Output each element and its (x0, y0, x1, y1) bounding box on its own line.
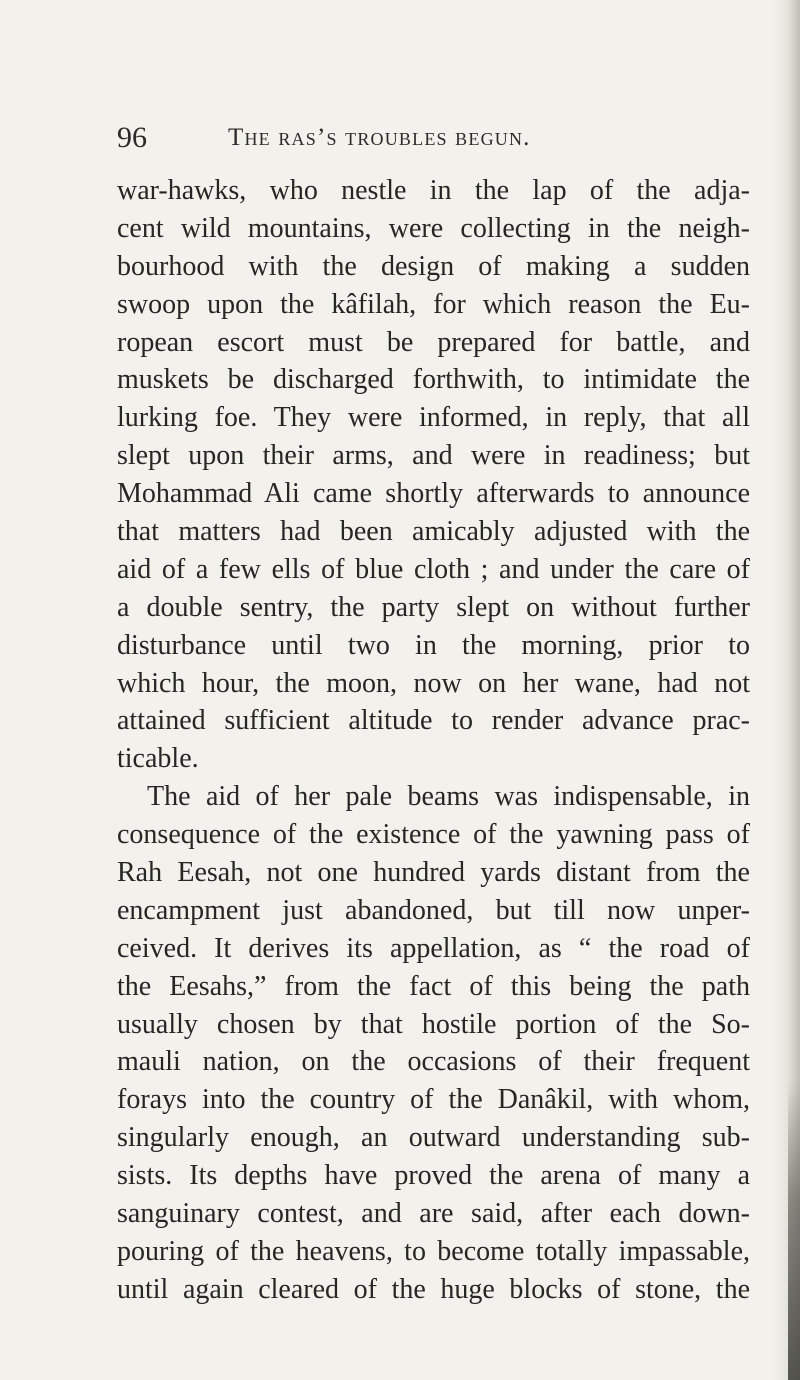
text-line: Rah Eesah, not one hundred yards distant from the (117, 857, 750, 889)
text-line: which hour, the moon, now on her wane, had not (117, 667, 750, 699)
running-head: the ras’s troubles begun. (228, 124, 531, 151)
text-line: usually chosen by that hostile portion of the So- (117, 1008, 750, 1040)
text-line: slept upon their arms, and were in readiness; but (117, 440, 750, 472)
text-line: disturbance until two in the morning, prior to (117, 629, 750, 661)
text-line: lurking foe. They were informed, in reply, that all (117, 402, 750, 434)
text-line: the Eesahs,” from the fact of this being the path (117, 970, 750, 1002)
text-line: consequence of the existence of the yawning pass of (117, 819, 750, 851)
text-line: that matters had been amicably adjusted with the (117, 516, 750, 548)
text-line: cent wild mountains, were collecting in the neigh- (117, 212, 750, 244)
text-line: ceived. It derives its appellation, as “ the road of (117, 932, 750, 964)
text-line: swoop upon the kâfilah, for which reason the Eu- (117, 288, 750, 320)
text-line: sists. Its depths have proved the arena of many a (117, 1160, 750, 1192)
text-line: ticable. (117, 743, 199, 775)
text-line: muskets be discharged forthwith, to intimidate the (117, 364, 750, 396)
text-line: ropean escort must be prepared for battle, and (117, 326, 750, 358)
text-line: The aid of her pale beams was indispensable, in (147, 781, 750, 813)
text-line: a double sentry, the party slept on without further (117, 591, 750, 623)
text-line: aid of a few ells of blue cloth ; and under the care of (117, 553, 750, 585)
text-line: forays into the country of the Danâkil, with whom, (117, 1084, 750, 1116)
text-line: war-hawks, who nestle in the lap of the adja- (117, 175, 750, 206)
text-line: until again cleared of the huge blocks of stone, the (117, 1273, 750, 1305)
page-number: 96 (117, 121, 147, 154)
text-line: sanguinary contest, and are said, after each down- (117, 1198, 750, 1230)
text-line: singularly enough, an outward understanding sub- (117, 1122, 750, 1154)
text-line: Mohammad Ali came shortly afterwards to announce (117, 478, 750, 510)
page-header (117, 118, 747, 158)
page-edge-dark (788, 1080, 800, 1380)
text-line: bourhood with the design of making a sudden (117, 250, 750, 282)
body-text (117, 172, 750, 1309)
text-line: pouring of the heavens, to become totally impassable, (117, 1235, 750, 1267)
text-line: mauli nation, on the occasions of their frequent (117, 1046, 750, 1078)
text-line: encampment just abandoned, but till now unper- (117, 894, 750, 926)
text-line: attained sufficient altitude to render advance prac- (117, 705, 750, 737)
